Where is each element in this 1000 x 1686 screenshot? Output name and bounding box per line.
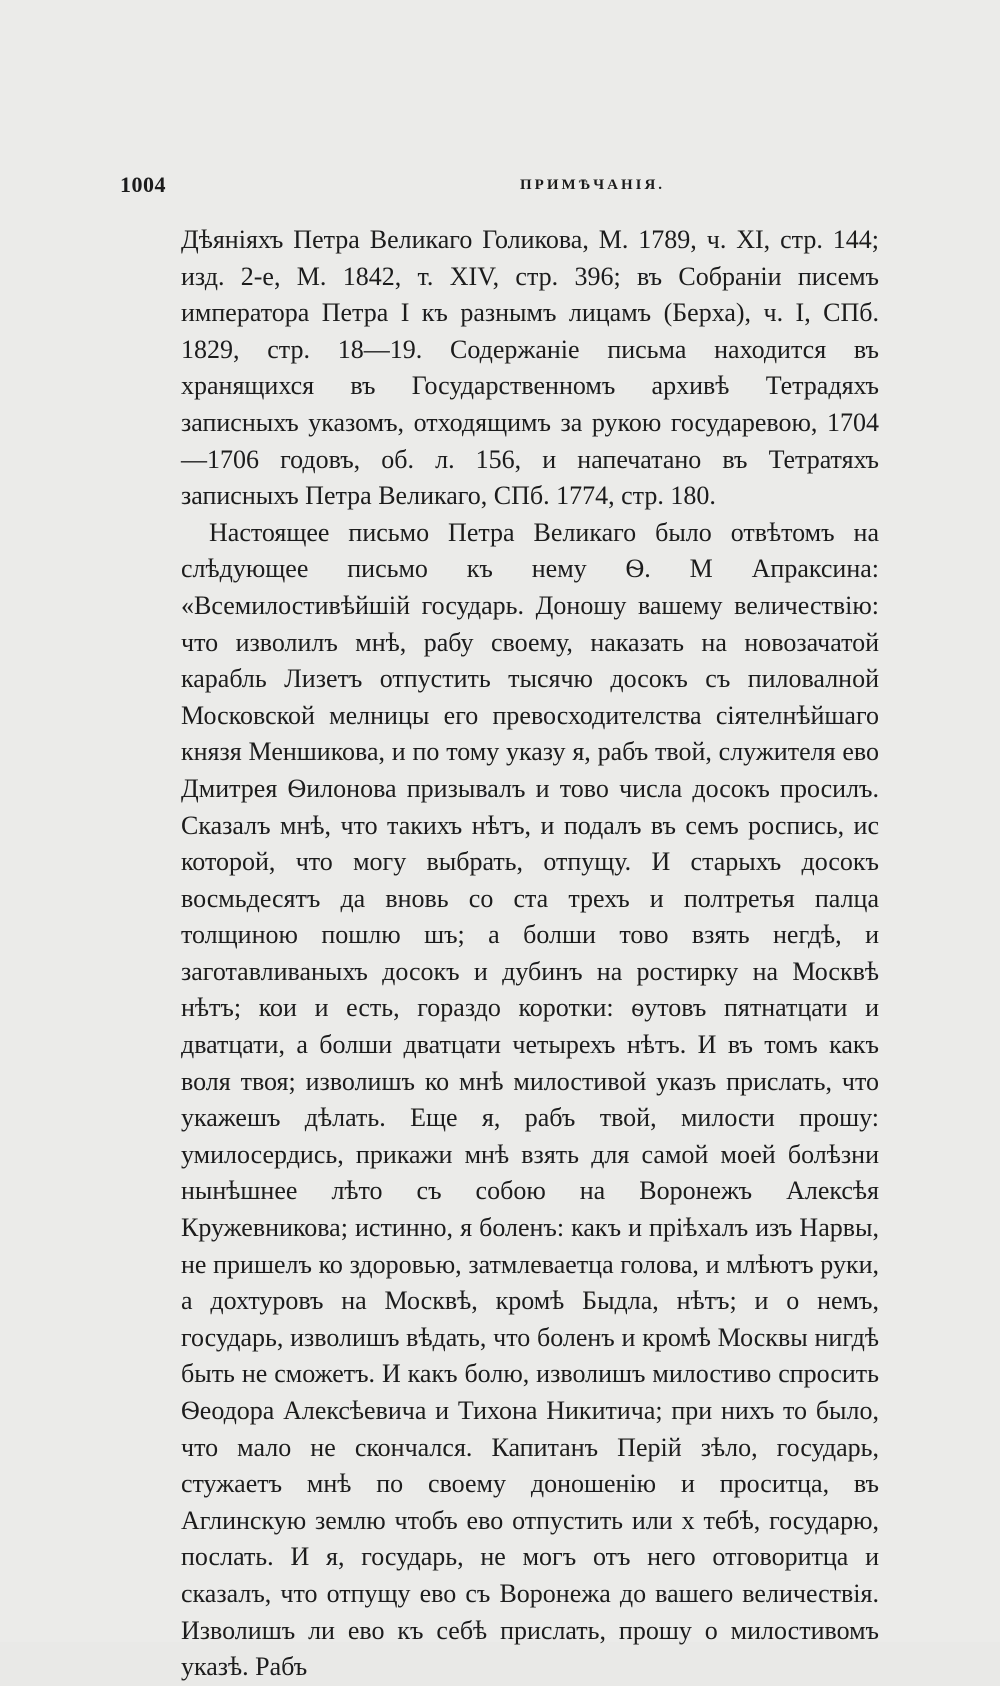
paragraph-continuation: Дѣяніяхъ Петра Великаго Голикова, М. 1789, ч. XI, стр. 144; изд. 2-е, М. 1842, т. XIV, стр. 396; въ Собраніи писемъ императора Петра I къ разнымъ лицамъ (Берха), ч. I, СПб. 1829, стр. 18—19. Содержаніе письма находится въ хранящихся въ Государственномъ архивѣ Тетрадяхъ записныхъ указомъ, отходящимъ за рукою государевою, 1704—1706 годовъ, об. л. 156, и напечатано въ Тетратяхъ записныхъ Петра Великаго, СПб. 1774, стр. 180. bbox=[181, 225, 879, 511]
page-number: 1004 bbox=[120, 172, 166, 197]
body-text bbox=[181, 222, 879, 1686]
page-header bbox=[120, 168, 900, 208]
running-head: ПРИМѢЧАНІЯ. bbox=[520, 177, 666, 193]
paragraph-letter: Настоящее письмо Петра Великаго было отвѣтомъ на слѣдующее письмо къ нему Ѳ. М Апраксина: «Всемилостивѣйшій государь. Доношу вашему величествію: что изволилъ мнѣ, рабу своему, наказать на новозачатой карабль Лизетъ отпустить тысячю досокъ съ пиловалной Московской мелницы его превосходителства сіятелнѣйшаго князя Меншикова, и по тому указу я, рабъ твой, служителя ево Дмитрея Ѳилонова призывалъ и тово числа досокъ просилъ. Сказалъ мнѣ, что такихъ нѣтъ, и подалъ въ семъ роспись, ис которой, что могу выбрать, отпущу. И старыхъ досокъ восмьдесятъ да вновь со ста трехъ и полтретья палца толщиною пошлю шъ; а болши тово взять негдѣ, и заготавливаныхъ досокъ и дубинъ на ростирку на Москвѣ нѣтъ; кои и есть, гораздо коротки: ѳутовъ пятнатцати и дватцати, а болши дватцати четырехъ нѣтъ. И въ томъ какъ воля твоя; изволишъ ко мнѣ милостивой указъ прислать, что укажешъ дѣлать. Еще я, рабъ твой, милости прошу: умилосердись, прикажи мнѣ взять для самой моей болѣзни нынѣшнее лѣто съ собою на Воронежъ Алексѣя Кружевникова; истинно, я боленъ: какъ и пріѣхалъ изъ Нарвы, не пришелъ ко здоровью, затмлеваетца голова, и млѣютъ руки, а дохтуровъ на Москвѣ, кромѣ Быдла, нѣтъ; и о немъ, государь, изволишъ вѣдать, что боленъ и кромѣ Москвы нигдѣ быть не сможетъ. И какъ болю, изволишъ милостиво спросить Ѳеодора Алексѣевича и Тихона Никитича; при нихъ то было, что мало не скончался. Капитанъ Перій зѣло, государь, стужаетъ мнѣ по своему доношенію и проситца, въ Аглинскую землю чтобъ ево отпустить или х тебѣ, государю, послать. И я, государь, не могъ отъ него отговоритца и сказалъ, что отпущу ево съ Воронежа до вашего величествія. Изволишъ ли ево къ себѣ прислать, прошу о милостивомъ указѣ. Рабъ bbox=[181, 517, 879, 1682]
